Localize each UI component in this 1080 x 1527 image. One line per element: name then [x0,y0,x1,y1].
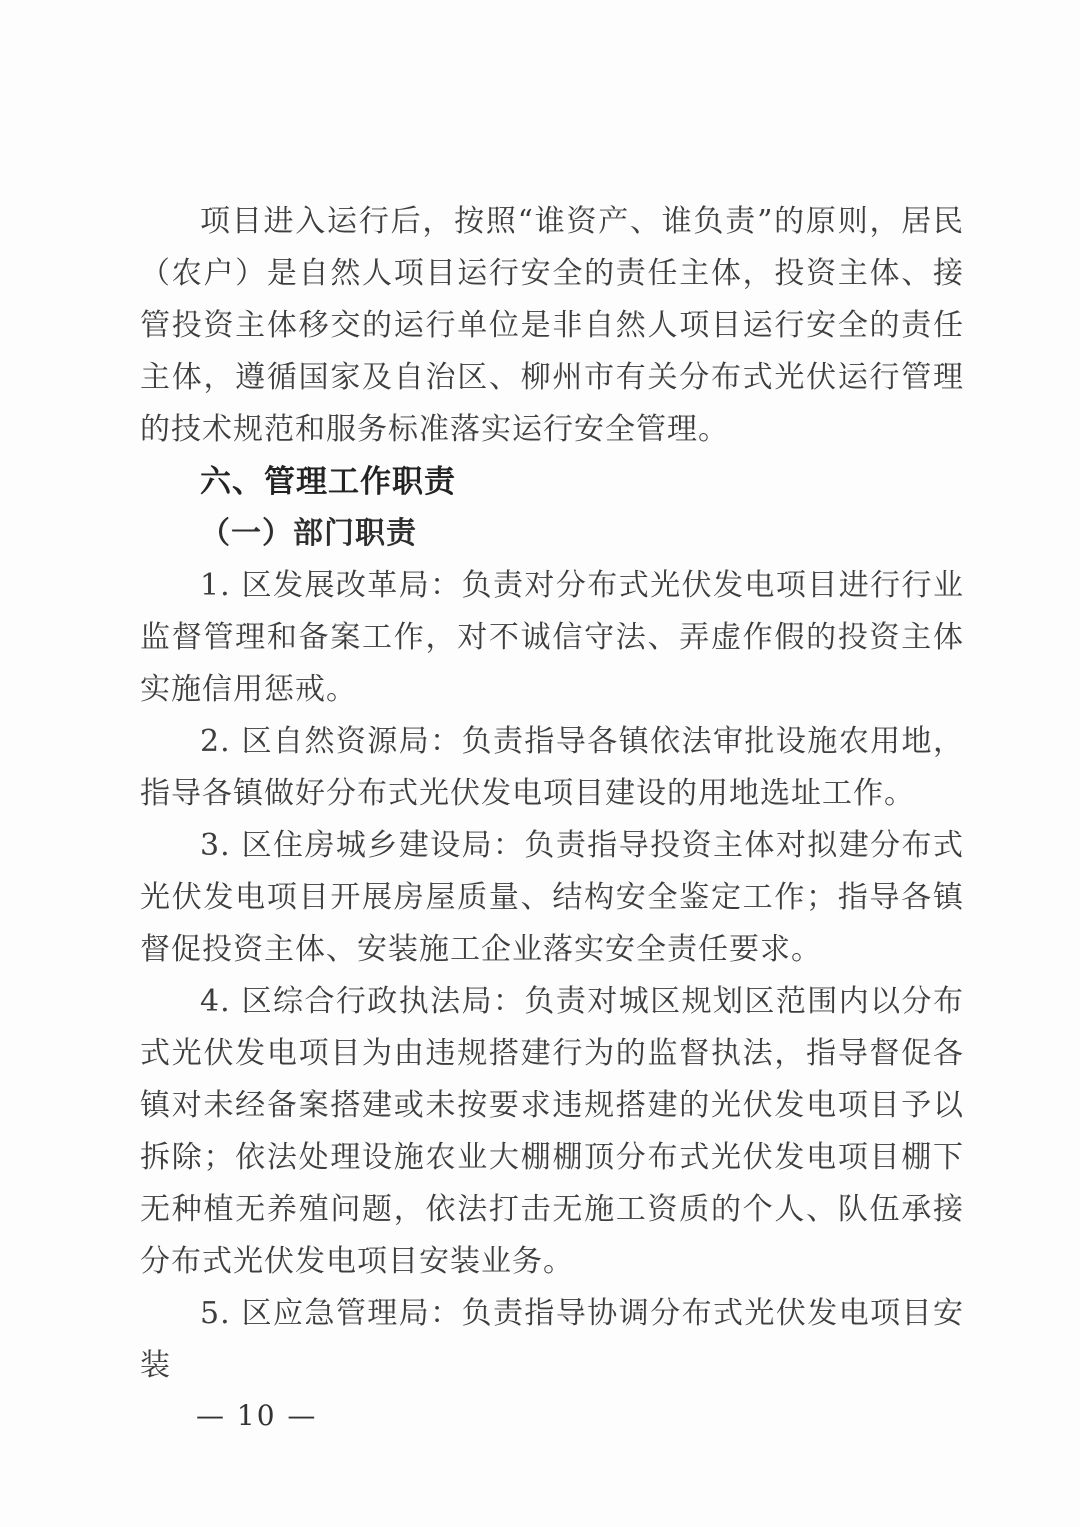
department-item-5: 5. 区应急管理局：负责指导协调分布式光伏发电项目安装 [140,1296,964,1383]
department-item-3: 3. 区住房城乡建设局：负责指导投资主体对拟建分布式光伏发电项目开展房屋质量、结构安全鉴定工作；指导各镇督促投资主体、安装施工企业落实安全责任要求。 [140,828,964,967]
section-heading: 六、管理工作职责 [200,464,456,499]
subsection-heading: （一）部门职责 [200,516,417,551]
department-item-2: 2. 区自然资源局：负责指导各镇依法审批设施农用地，指导各镇做好分布式光伏发电项目建设的用地选址工作。 [140,724,964,811]
intro-paragraph: 项目进入运行后，按照“谁资产、谁负责”的原则，居民（农户）是自然人项目运行安全的责任主体，投资主体、接管投资主体移交的运行单位是非自然人项目运行安全的责任主体，遵循国家及自治区、柳州市有关分布式光伏运行管理的技术规范和服务标准落实运行安全管理。 [140,204,964,447]
document-body [140,196,964,1392]
department-item-1: 1. 区发展改革局：负责对分布式光伏发电项目进行行业监督管理和备案工作，对不诚信守法、弄虚作假的投资主体实施信用惩戒。 [140,568,964,707]
department-item-4: 4. 区综合行政执法局：负责对城区规划区范围内以分布式光伏发电项目为由违规搭建行为的监督执法，指导督促各镇对未经备案搭建或未按要求违规搭建的光伏发电项目予以拆除；依法处理设施农业大棚棚顶分布式光伏发电项目棚下无种植无养殖问题，依法打击无施工资质的个人、队伍承接分布式光伏发电项目安装业务。 [140,984,964,1279]
page-number: — 10 — [196,1399,318,1432]
